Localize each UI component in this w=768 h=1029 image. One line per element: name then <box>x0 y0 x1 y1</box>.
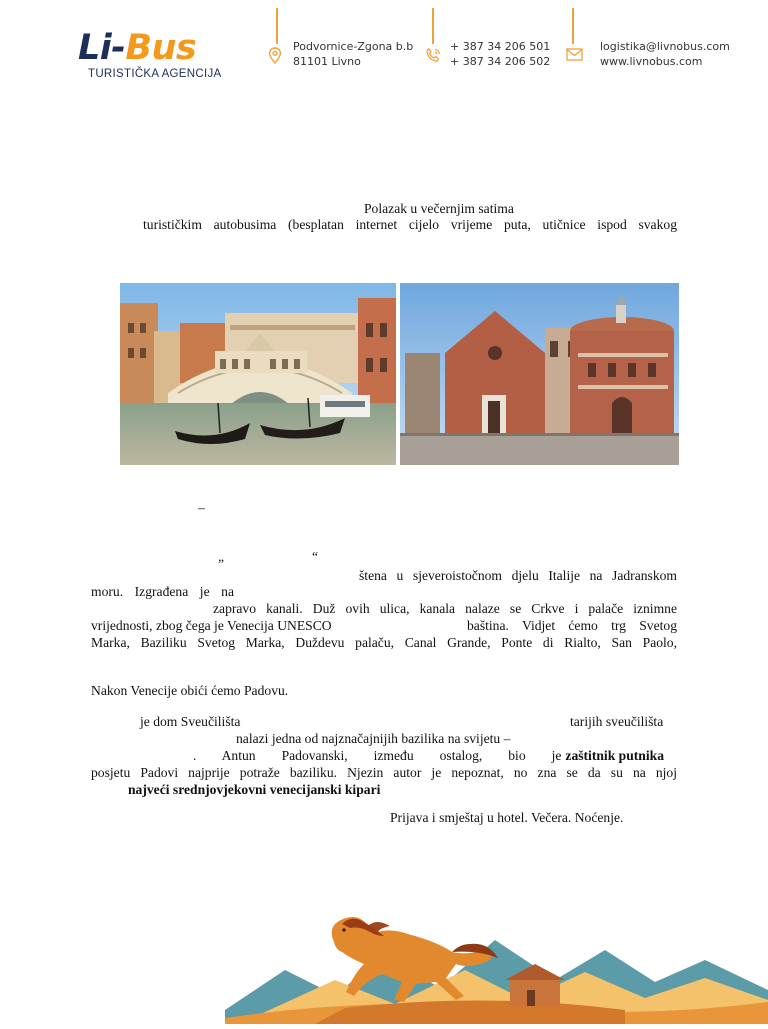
address-line: Podvornice-Zgona b.b <box>293 40 414 53</box>
venice-paragraph-line: Marka, Baziliku Svetog Marka, Duždevu palaču, Canal Grande, Ponte di Rialto, San Paolo, <box>91 635 677 650</box>
padova-intro-line: Nakon Venecije obići ćemo Padovu. <box>91 683 289 698</box>
logo-subtitle: TURISTIČKA AGENCIJA <box>88 68 222 80</box>
header-divider <box>276 8 278 44</box>
venice-paragraph-line: zapravo kanali. Duž ovih ulica, kanala nalaze se Crkve i palače iznimne <box>213 601 677 616</box>
venice-rialto-photo <box>120 283 396 465</box>
hotel-line: Prijava i smještaj u hotel. Večera. Noćenje. <box>390 810 624 825</box>
address-block <box>293 39 413 69</box>
bus-line: turističkim autobusima (besplatan internet cijelo vrijeme puta, utičnice ispod svakog <box>143 217 677 232</box>
header-divider <box>432 8 434 44</box>
padova-paragraph-line: tarijih sveučilišta <box>570 714 664 729</box>
address-line: 81101 Livno <box>293 55 361 68</box>
envelope-icon <box>566 48 583 61</box>
website-link[interactable]: www.livnobus.com <box>600 55 703 68</box>
bold-phrase: najveći srednjovjekovni venecijanski kipari <box>128 782 381 797</box>
padova-paragraph-line: je dom Sveučilišta <box>140 714 241 729</box>
dash-mark: – <box>198 500 205 515</box>
header-divider <box>572 8 574 44</box>
bold-phrase: zaštitnik putnika <box>565 748 664 763</box>
venice-paragraph-line: štena u sjeveroistočnom djelu Italije na Jadranskom <box>359 568 677 583</box>
phone-number[interactable]: + 387 34 206 502 <box>450 55 551 68</box>
logo-wordmark: Li-Bus <box>78 28 197 68</box>
venice-paragraph-line: vrijednosti, zbog čega je Venecija UNESCO <box>91 618 332 633</box>
padova-paragraph-line: . Antun Padovanski, između ostalog, bio je zaštitnik putnika <box>193 748 664 763</box>
departure-line: Polazak u večernjim satima <box>364 201 514 216</box>
email-link[interactable]: logistika@livnobus.com <box>600 40 730 53</box>
location-pin-icon <box>268 47 282 64</box>
phone-icon <box>425 47 442 64</box>
quote-open-mark: „ <box>218 549 225 564</box>
padova-paragraph-line: nalazi jedna od najznačajnijih bazilika na svijetu – <box>236 731 511 746</box>
padova-basilica-photo <box>400 283 679 465</box>
phone-number[interactable]: + 387 34 206 501 <box>450 40 551 53</box>
venice-paragraph-line: moru. Izgrađena je na <box>91 584 234 599</box>
horse-mountains-illustration <box>225 900 768 1024</box>
quote-close-mark: “ <box>312 549 319 564</box>
padova-paragraph-line: posjetu Padovi najprije potraže baziliku. Njezin autor je nepoznat, no zna se da su na njoj <box>91 765 677 780</box>
phone-block <box>450 39 550 69</box>
company-logo <box>78 28 222 84</box>
contact-block <box>600 39 730 69</box>
venice-paragraph-line: baština. Vidjet ćemo trg Svetog <box>467 618 677 633</box>
